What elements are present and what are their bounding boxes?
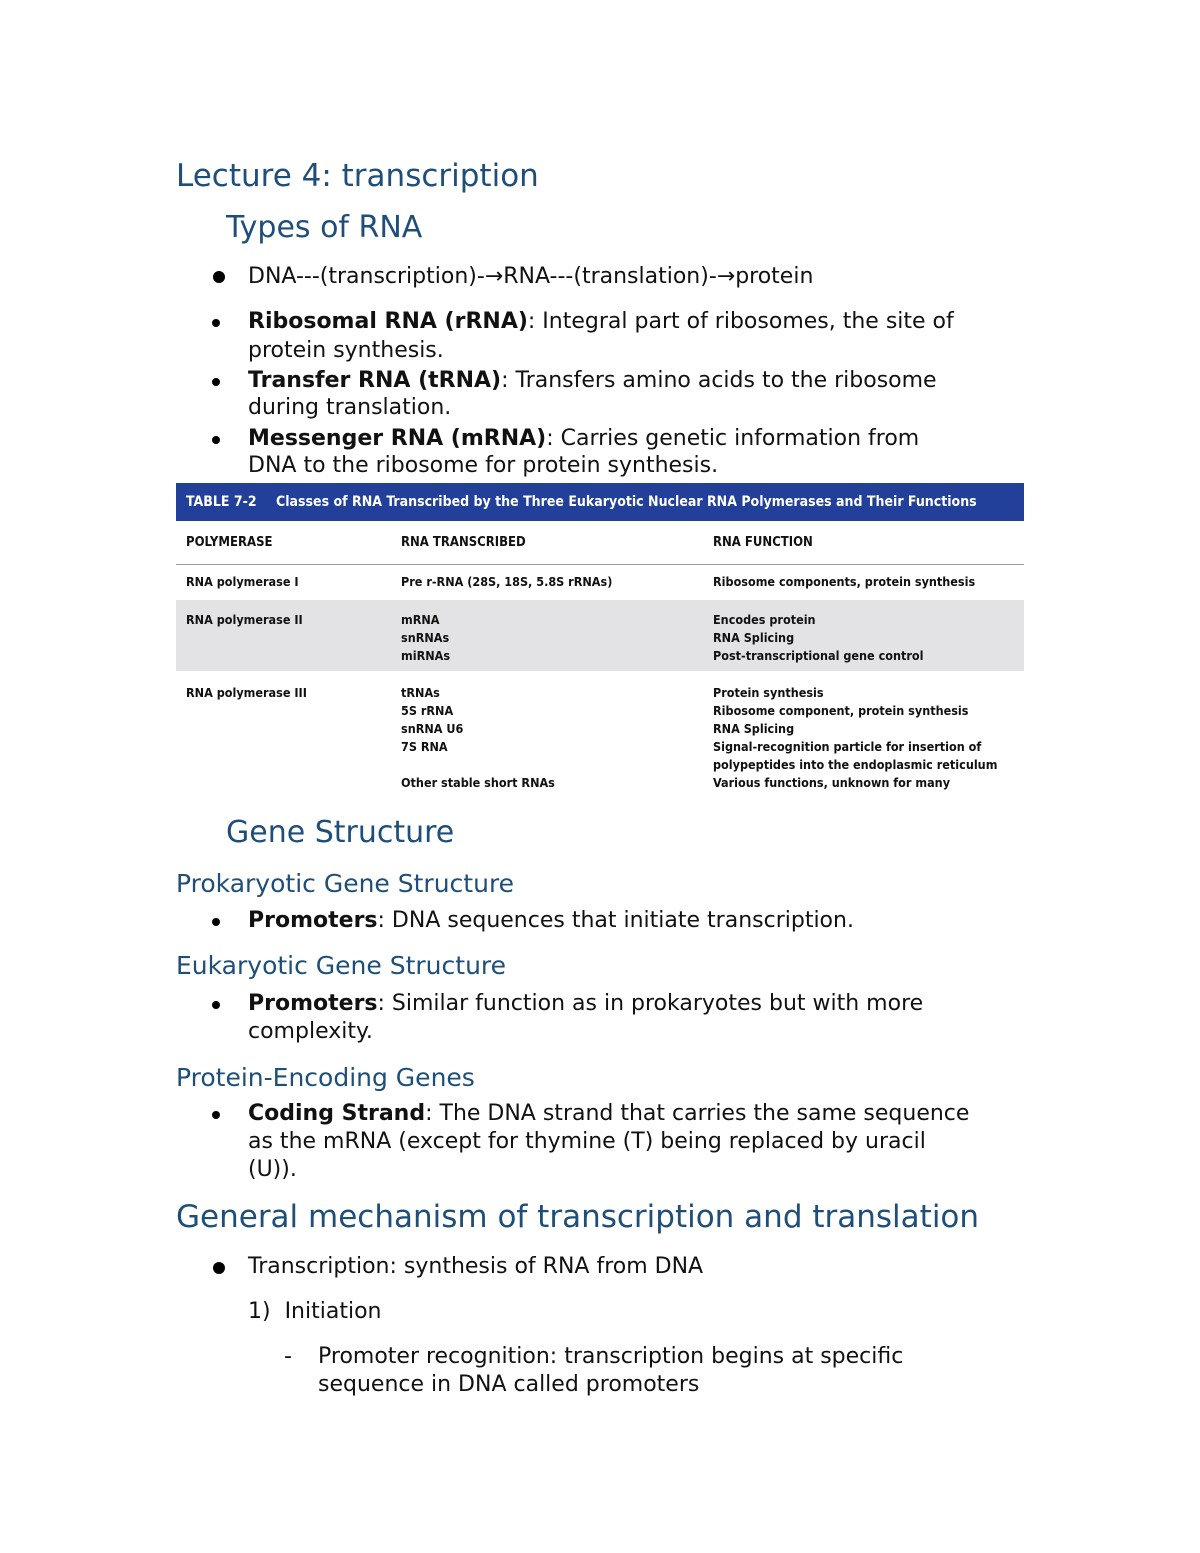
subheading-eukaryotic: Eukaryotic Gene Structure — [176, 951, 507, 980]
description: : DNA sequences that initiate transcription. — [377, 908, 854, 933]
list-item-coding-cont: as the mRNA (except for thymine (T) being replaced by uracil — [248, 1129, 926, 1154]
column-header-rna-function: RNA FUNCTION — [713, 535, 813, 550]
term: Ribosomal RNA (rRNA) — [248, 309, 528, 334]
cell-transcribed: 5S rRNA — [401, 703, 454, 718]
step-detail-cont: sequence in DNA called promoters — [318, 1372, 700, 1397]
cell-function: RNA Splicing — [713, 630, 795, 645]
table-caption: Classes of RNA Transcribed by the Three Eukaryotic Nuclear RNA Polymerases and Their Functions — [276, 494, 977, 510]
rna-polymerase-table — [176, 483, 1024, 800]
term: Transfer RNA (tRNA) — [248, 368, 502, 393]
bullet-icon — [212, 918, 220, 926]
cell-polymerase: RNA polymerase II — [186, 612, 303, 627]
cell-transcribed: tRNAs — [401, 685, 440, 700]
numbered-step-initiation: 1) Initiation — [248, 1299, 382, 1324]
list-item-rrna — [248, 308, 954, 336]
cell-function: Protein synthesis — [713, 685, 824, 700]
subheading-protein-encoding: Protein-Encoding Genes — [176, 1063, 475, 1092]
bullet-icon — [213, 1262, 225, 1274]
flow-line: DNA---(transcription)-→RNA---(translation)-→protein — [248, 264, 814, 289]
description: : Similar function as in prokaryotes but with more — [377, 991, 924, 1016]
cell-function: Various functions, unknown for many — [713, 775, 951, 790]
cell-transcribed: Pre r-RNA (28S, 18S, 5.8S rRNAs) — [401, 574, 613, 589]
description: : Carries genetic information from — [546, 426, 920, 451]
list-item-euk-promoters — [248, 990, 923, 1018]
description: : Integral part of ribosomes, the site of — [527, 309, 954, 334]
list-item-prok-promoters — [248, 907, 854, 935]
section-heading-gene-structure: Gene Structure — [226, 815, 455, 850]
section-heading-mechanism: General mechanism of transcription and translation — [176, 1199, 980, 1235]
list-item-rrna-cont: protein synthesis. — [248, 338, 444, 363]
cell-transcribed: Other stable short RNAs — [401, 775, 555, 790]
bullet-icon — [212, 436, 220, 444]
cell-function: polypeptides into the endoplasmic reticulum — [713, 757, 998, 772]
list-item-transcription: Transcription: synthesis of RNA from DNA — [248, 1254, 704, 1279]
list-item-trna-cont: during translation. — [248, 395, 452, 420]
cell-function: Post-transcriptional gene control — [713, 648, 924, 663]
list-item-euk-cont: complexity. — [248, 1019, 373, 1044]
table-title-bar — [176, 483, 1024, 521]
bullet-icon — [213, 271, 225, 283]
cell-polymerase: RNA polymerase I — [186, 574, 299, 589]
list-item-mrna-cont: DNA to the ribosome for protein synthesis. — [248, 453, 719, 478]
table-number: TABLE 7-2 — [186, 494, 257, 510]
dash-marker: - — [284, 1344, 292, 1369]
bullet-icon — [212, 378, 220, 386]
section-heading-types-of-rna: Types of RNA — [226, 210, 423, 245]
cell-transcribed: mRNA — [401, 612, 440, 627]
list-item-mrna — [248, 425, 919, 453]
cell-function: Signal-recognition particle for insertion of — [713, 739, 982, 754]
cell-transcribed: 7S RNA — [401, 739, 448, 754]
bullet-icon — [212, 319, 220, 327]
list-item-coding-strand — [248, 1100, 969, 1128]
list-item-trna — [248, 367, 937, 395]
bullet-icon — [212, 1111, 220, 1119]
cell-function: RNA Splicing — [713, 721, 795, 736]
table-header-rule — [176, 564, 1024, 565]
term: Promoters — [248, 908, 378, 933]
bullet-icon — [212, 1001, 220, 1009]
term: Coding Strand — [248, 1101, 426, 1126]
description: : Transfers amino acids to the ribosome — [501, 368, 937, 393]
cell-function: Ribosome components, protein synthesis — [713, 574, 976, 589]
page-title: Lecture 4: transcription — [176, 158, 539, 194]
cell-function: Ribosome component, protein synthesis — [713, 703, 969, 718]
term: Messenger RNA (mRNA) — [248, 426, 547, 451]
column-header-polymerase: POLYMERASE — [186, 535, 273, 550]
cell-transcribed: snRNAs — [401, 630, 450, 645]
subheading-prokaryotic: Prokaryotic Gene Structure — [176, 869, 515, 898]
description: : The DNA strand that carries the same sequence — [425, 1101, 970, 1126]
cell-transcribed: snRNA U6 — [401, 721, 464, 736]
step-detail: Promoter recognition: transcription begins at specific — [318, 1344, 904, 1369]
cell-transcribed: miRNAs — [401, 648, 451, 663]
cell-polymerase: RNA polymerase III — [186, 685, 307, 700]
list-item-coding-cont2: (U)). — [248, 1157, 297, 1182]
column-header-rna-transcribed: RNA TRANSCRIBED — [401, 535, 526, 550]
term: Promoters — [248, 991, 378, 1016]
cell-function: Encodes protein — [713, 612, 816, 627]
